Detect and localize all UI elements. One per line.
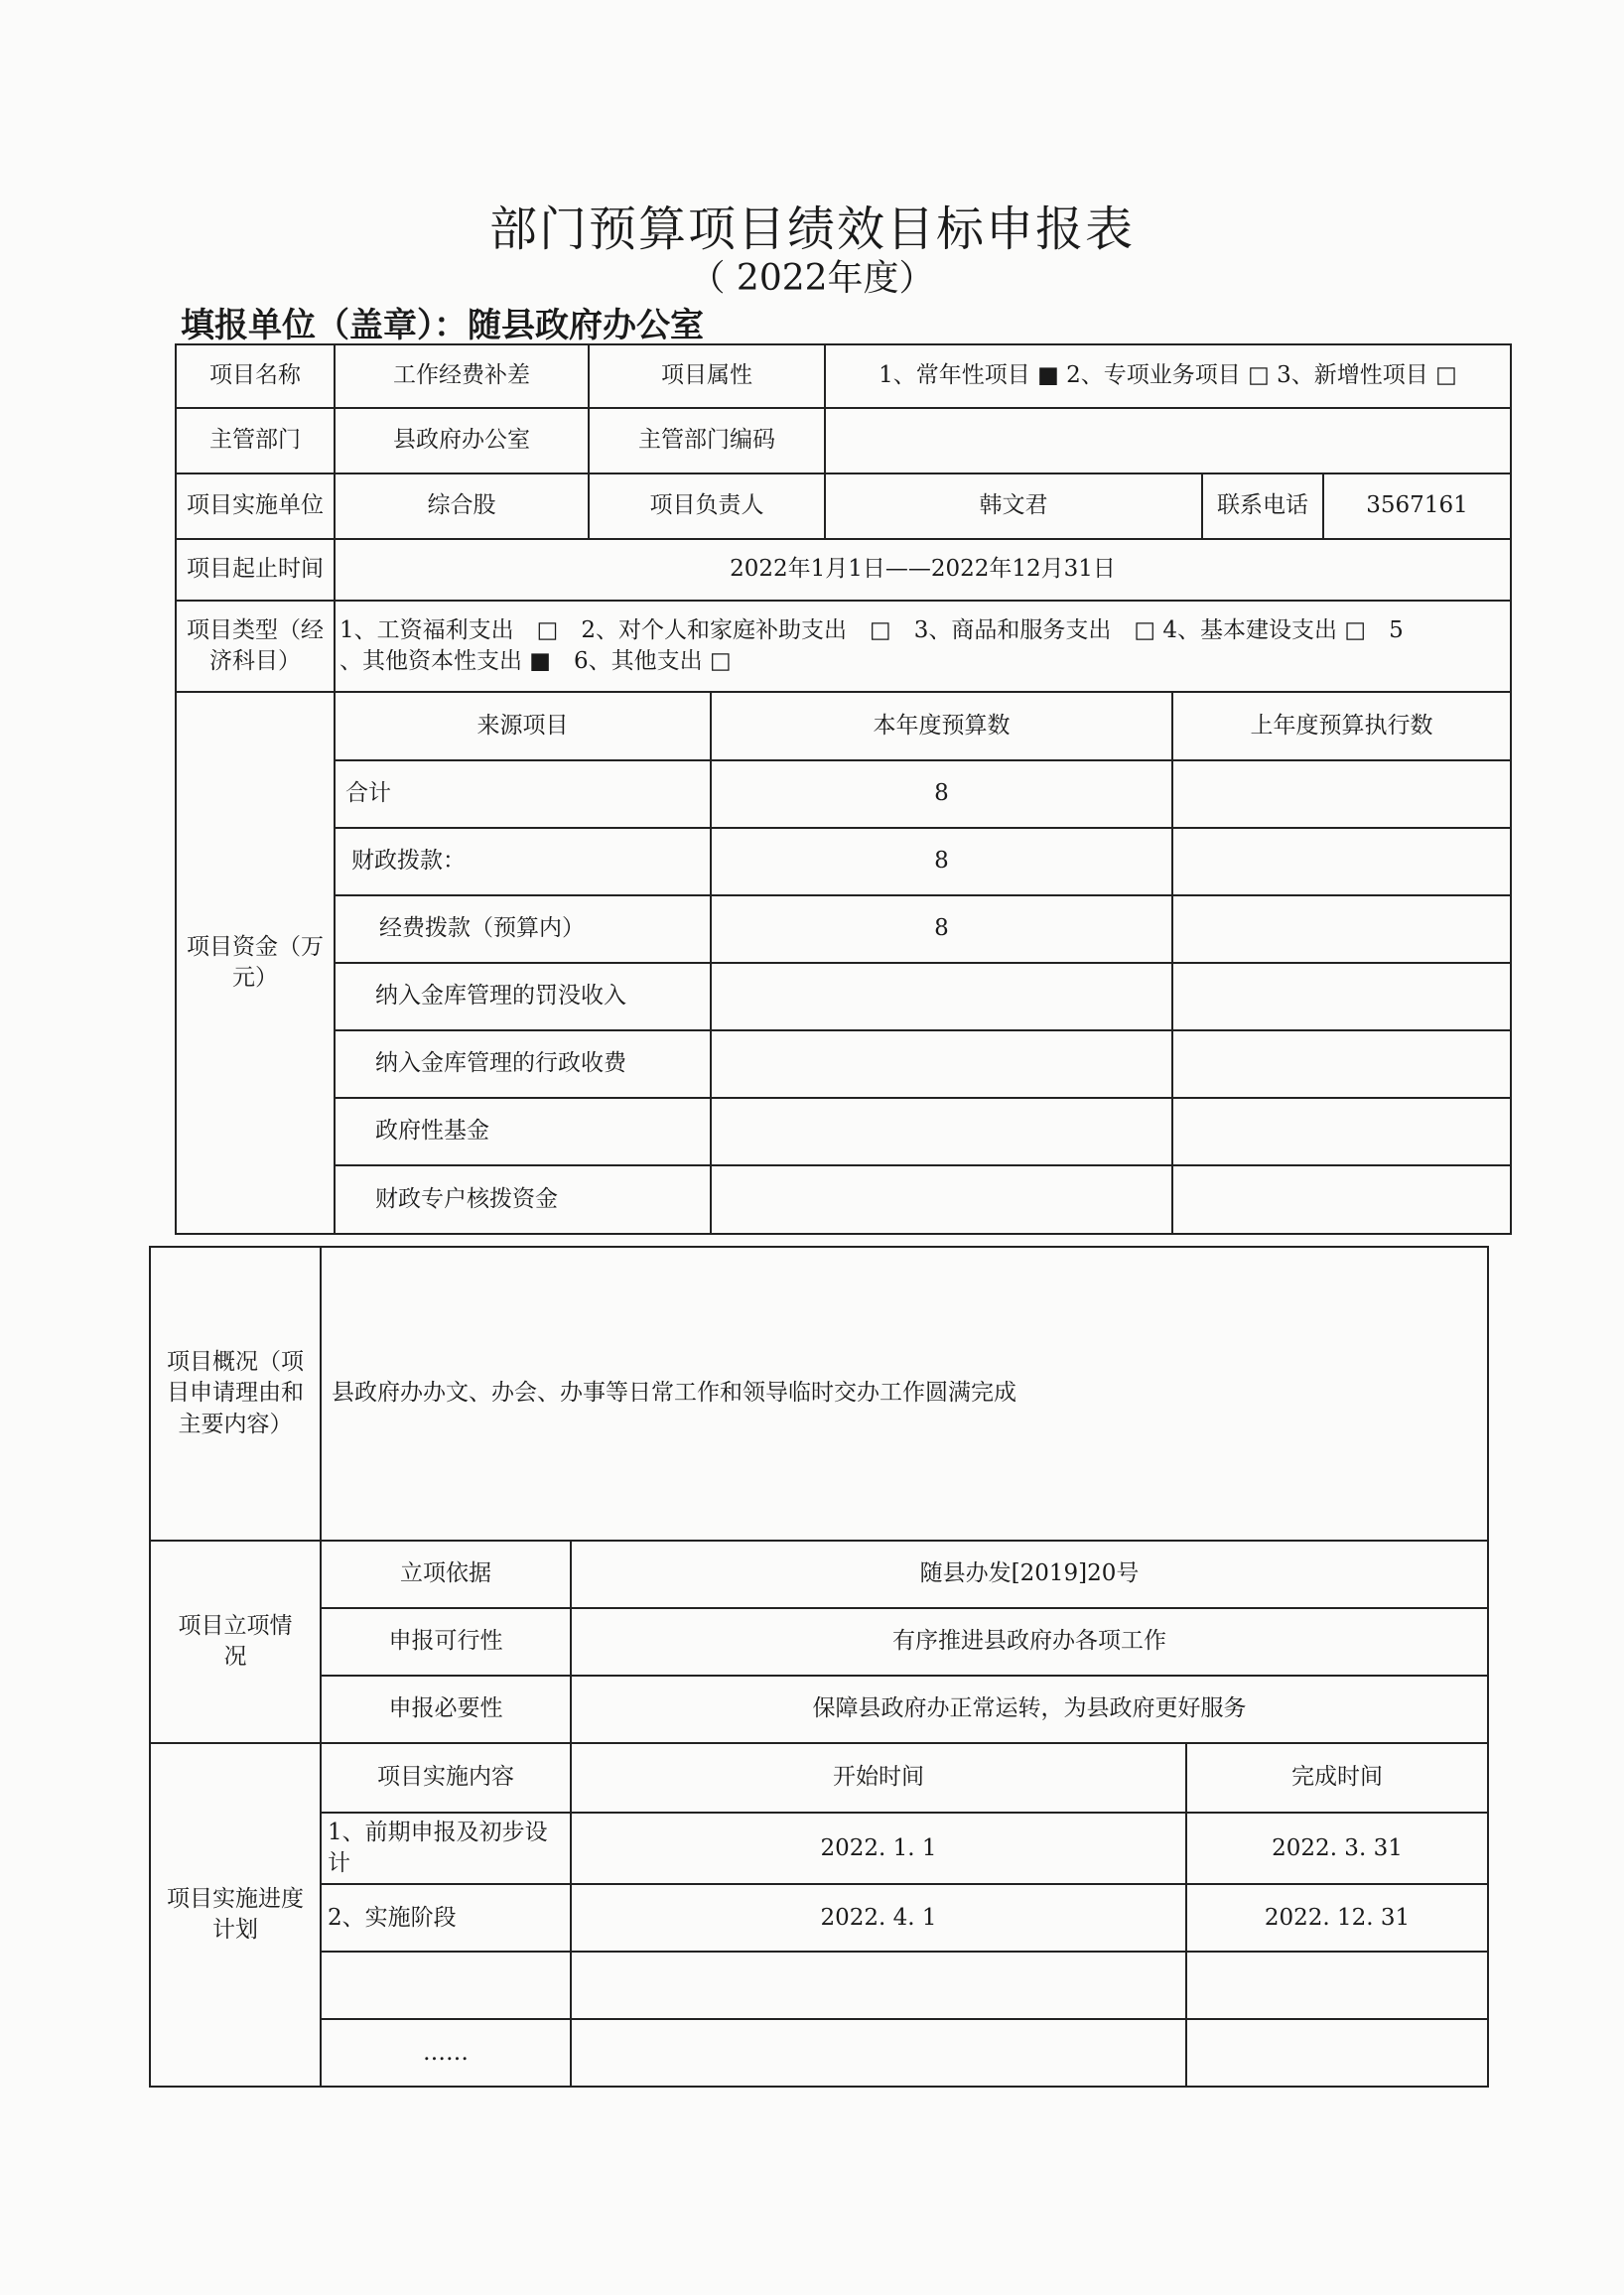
funds-row-current: 8 — [711, 828, 1172, 895]
dept-value: 县政府办公室 — [335, 408, 589, 473]
schedule-row-end: 2022. 12. 31 — [1186, 1884, 1488, 1952]
table-row — [336, 760, 1510, 828]
overview-label: 项目概况（项目申请理由和主要内容） — [150, 1247, 321, 1541]
table-row — [336, 1098, 1510, 1165]
project-name-label: 项目名称 — [176, 344, 335, 408]
funds-row-current — [711, 1165, 1172, 1233]
dept-code-value — [825, 408, 1511, 473]
funds-row-current — [711, 963, 1172, 1030]
schedule-col-end: 完成时间 — [1186, 1743, 1488, 1813]
row-period — [176, 539, 1511, 601]
schedule-row-content: 1、前期申报及初步设计 — [321, 1813, 571, 1884]
row-dept — [176, 408, 1511, 473]
funds-col-source: 来源项目 — [336, 693, 711, 760]
funds-row-current: 8 — [711, 760, 1172, 828]
project-attr-label: 项目属性 — [589, 344, 825, 408]
type-value-line-2: 、其他资本性支出 ■ 6、其他支出 □ — [339, 648, 732, 674]
funds-row-last — [1172, 1165, 1510, 1233]
funds-row-name: 合计 — [336, 760, 711, 828]
funds-row-last — [1172, 828, 1510, 895]
funds-row-last — [1172, 1030, 1510, 1098]
table-row — [150, 1541, 1488, 1608]
funds-row-name: 财政专户核拨资金 — [336, 1165, 711, 1233]
schedule-row-content — [321, 1952, 571, 2019]
leader-value: 韩文君 — [825, 473, 1202, 539]
project-name-value: 工作经费补差 — [335, 344, 589, 408]
schedule-row-end — [1186, 2019, 1488, 2087]
approval-row-name: 立项依据 — [321, 1541, 571, 1608]
approval-row-value: 随县办发[2019]20号 — [571, 1541, 1488, 1608]
funds-row-current: 8 — [711, 895, 1172, 963]
funds-col-last: 上年度预算执行数 — [1172, 693, 1510, 760]
table-row — [336, 895, 1510, 963]
funds-cell — [335, 692, 1511, 1234]
table-row — [150, 1676, 1488, 1743]
period-value: 2022年1月1日——2022年12月31日 — [335, 539, 1511, 601]
table-row — [150, 1608, 1488, 1676]
dept-code-label: 主管部门编码 — [589, 408, 825, 473]
table-row — [336, 828, 1510, 895]
overview-value: 县政府办办文、办会、办事等日常工作和领导临时交办工作圆满完成 — [321, 1247, 1488, 1541]
schedule-row-start — [571, 2019, 1186, 2087]
dept-label: 主管部门 — [176, 408, 335, 473]
approval-row-value: 保障县政府办正常运转，为县政府更好服务 — [571, 1676, 1488, 1743]
schedule-row-start: 2022. 4. 1 — [571, 1884, 1186, 1952]
funds-row-name: 经费拨款（预算内） — [336, 895, 711, 963]
schedule-col-start: 开始时间 — [571, 1743, 1186, 1813]
project-attr-value: 1、常年性项目 ■ 2、专项业务项目 □ 3、新增性项目 □ — [825, 344, 1511, 408]
details-table — [149, 1246, 1489, 2088]
schedule-row-start — [571, 1952, 1186, 2019]
row-overview — [150, 1247, 1488, 1541]
phone-value: 3567161 — [1323, 473, 1511, 539]
funds-row-last — [1172, 760, 1510, 828]
funds-row-last — [1172, 1098, 1510, 1165]
funds-header-row — [336, 693, 1510, 760]
row-type — [176, 601, 1511, 692]
funds-row-current — [711, 1098, 1172, 1165]
table-row — [336, 963, 1510, 1030]
row-impl — [176, 473, 1511, 539]
type-label: 项目类型（经济科目） — [176, 601, 335, 692]
table-row — [150, 1884, 1488, 1952]
type-value — [335, 601, 1511, 692]
type-value-line-1: 1、工资福利支出 □ 2、对个人和家庭补助支出 □ 3、商品和服务支出 □ 4、基本建设支出 □ 5 — [339, 616, 1404, 643]
leader-label: 项目负责人 — [589, 473, 825, 539]
phone-label: 联系电话 — [1202, 473, 1323, 539]
funds-row-last — [1172, 963, 1510, 1030]
schedule-row-end — [1186, 1952, 1488, 2019]
table-row — [336, 1165, 1510, 1233]
approval-row-value: 有序推进县政府办各项工作 — [571, 1608, 1488, 1676]
schedule-row-content: …… — [321, 2019, 571, 2087]
form-title: 部门预算项目绩效目标申报表 — [488, 202, 1135, 257]
basic-info-table — [175, 343, 1512, 1235]
impl-unit-value: 综合股 — [335, 473, 589, 539]
table-row — [336, 1030, 1510, 1098]
table-row — [150, 2019, 1488, 2087]
table-row — [150, 1952, 1488, 2019]
schedule-row-content: 2、实施阶段 — [321, 1884, 571, 1952]
schedule-row-start: 2022. 1. 1 — [571, 1813, 1186, 1884]
row-funds — [176, 692, 1511, 1234]
impl-unit-label: 项目实施单位 — [176, 473, 335, 539]
schedule-label: 项目实施进度计划 — [150, 1743, 321, 2087]
funds-label: 项目资金（万元） — [176, 692, 335, 1234]
funds-row-current — [711, 1030, 1172, 1098]
funds-row-last — [1172, 895, 1510, 963]
reporting-unit: 填报单位（盖章）：随县政府办公室 — [181, 306, 704, 345]
funds-row-name: 财政拨款： — [336, 828, 711, 895]
approval-row-name: 申报必要性 — [321, 1676, 571, 1743]
funds-row-name: 政府性基金 — [336, 1098, 711, 1165]
schedule-row-end: 2022. 3. 31 — [1186, 1813, 1488, 1884]
funds-table — [336, 693, 1510, 1233]
funds-col-current: 本年度预算数 — [711, 693, 1172, 760]
schedule-col-content: 项目实施内容 — [321, 1743, 571, 1813]
form-year: （ 2022年度） — [689, 258, 935, 299]
approval-label: 项目立项情 况 — [150, 1541, 321, 1743]
funds-row-name: 纳入金库管理的罚没收入 — [336, 963, 711, 1030]
funds-row-name: 纳入金库管理的行政收费 — [336, 1030, 711, 1098]
table-row — [150, 1813, 1488, 1884]
period-label: 项目起止时间 — [176, 539, 335, 601]
approval-row-name: 申报可行性 — [321, 1608, 571, 1676]
row-project-name — [176, 344, 1511, 408]
schedule-header-row — [150, 1743, 1488, 1813]
